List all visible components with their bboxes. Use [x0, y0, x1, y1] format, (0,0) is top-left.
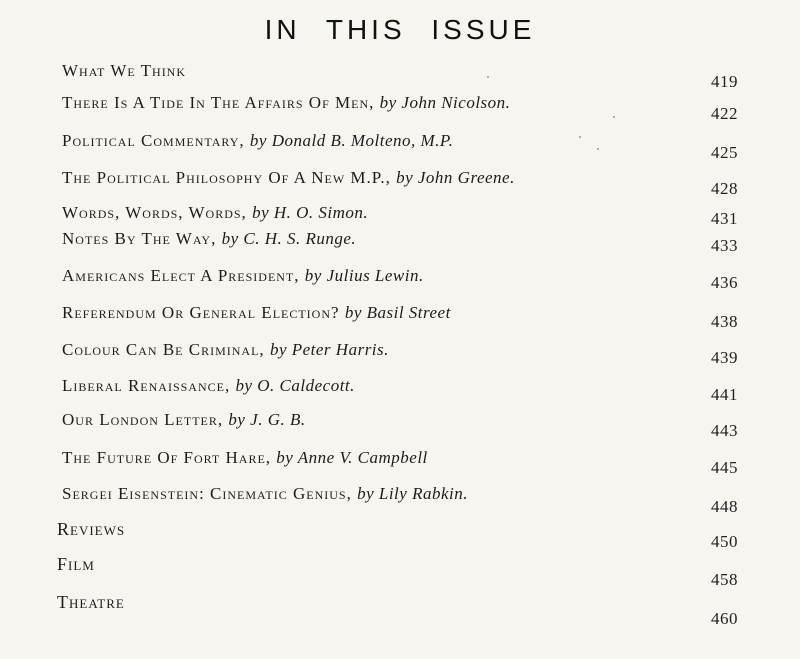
toc-entry [0, 376, 800, 402]
toc-entry-title: There Is A Tide In The Affairs Of Men, by John Nicolson. [62, 93, 511, 112]
toc-entry-page: 439 [711, 348, 738, 367]
toc-entry-author: by Anne V. Campbell [276, 448, 428, 467]
toc-entry-page: 460 [711, 609, 738, 628]
toc-entry-page: 441 [711, 385, 738, 404]
toc-entry-page: 438 [711, 312, 738, 331]
toc-entry-page: 450 [711, 532, 738, 551]
toc-entry [0, 448, 800, 477]
toc-entry-page: 436 [711, 273, 738, 292]
toc-entry-page: 433 [711, 236, 738, 255]
toc-entry-author: by Julius Lewin. [304, 266, 424, 285]
toc-entry-page: 419 [711, 72, 738, 91]
toc-entry-title: Our London Letter, by J. G. B. [62, 410, 306, 429]
toc-entry-title: Colour Can Be Criminal, by Peter Harris. [62, 340, 389, 359]
toc-entry [0, 131, 800, 162]
toc-entry [0, 93, 800, 123]
toc-entry-page: 431 [711, 209, 738, 228]
toc-entry-author: by C. H. S. Runge. [221, 229, 357, 248]
toc-entry-author: by Lily Rabkin. [357, 484, 468, 503]
paper-speck [579, 136, 581, 138]
toc-entry-author: by H. O. Simon. [252, 203, 369, 222]
toc-entry-page: 428 [711, 179, 738, 198]
toc-entry-author: by John Nicolson. [379, 93, 511, 112]
paper-speck [487, 76, 489, 78]
toc-entry-author: by O. Caldecott. [235, 376, 355, 395]
toc-entry-title: Theatre [57, 592, 125, 612]
toc-entry [0, 340, 800, 366]
toc-entry-title: The Future Of Fort Hare, by Anne V. Campbell [62, 448, 428, 467]
paper-speck [613, 116, 615, 118]
toc-entry-author: by Donald B. Molteno, M.P. [249, 131, 454, 150]
toc-entry-author: by Basil Street [344, 303, 451, 322]
toc-entry-page: 443 [711, 421, 738, 440]
toc-entry-title: What We Think [62, 61, 187, 80]
toc-entry-page: 458 [711, 570, 738, 589]
toc-entry [0, 266, 800, 292]
toc-entry [0, 519, 800, 551]
toc-entry-author: by J. G. B. [228, 410, 306, 429]
toc-entry [0, 554, 800, 589]
toc-entry-title: Americans Elect A President, by Julius Lewin. [62, 266, 424, 285]
toc-entry [0, 203, 800, 229]
toc-entry-page: 422 [711, 104, 738, 123]
toc-entry-title: The Political Philosophy Of A New M.P., by John Greene. [62, 168, 515, 187]
page-title: IN THIS ISSUE [264, 14, 536, 45]
toc-entry-page: 445 [711, 458, 738, 477]
toc-entry-author: by Peter Harris. [269, 340, 389, 359]
toc-entry-title: Liberal Renaissance, by O. Caldecott. [62, 376, 355, 395]
toc-entry [0, 592, 800, 628]
toc-entry [0, 484, 800, 516]
paper-speck [597, 148, 599, 150]
toc-entry [0, 229, 800, 255]
toc-entry-title: Sergei Eisenstein: Cinematic Genius, by Lily Rabkin. [62, 484, 468, 503]
toc-entry [0, 410, 800, 440]
toc-entry-title: Notes By The Way, by C. H. S. Runge. [62, 229, 357, 248]
toc-entry [0, 168, 800, 198]
toc-entry [0, 61, 800, 91]
toc-entry-title: Political Commentary, by Donald B. Molteno, M.P. [62, 131, 454, 150]
toc-entry-title: Referendum Or General Election? by Basil Street [62, 303, 451, 322]
toc-entry [0, 303, 800, 329]
toc-entry-title: Reviews [57, 519, 126, 539]
toc-entry-title: Film [57, 554, 95, 574]
toc-entry-page: 425 [711, 143, 738, 162]
toc-entry-title: Words, Words, Words, by H. O. Simon. [62, 203, 369, 222]
toc-entry-page: 448 [711, 497, 738, 516]
toc-entry-author: by John Greene. [396, 168, 515, 187]
